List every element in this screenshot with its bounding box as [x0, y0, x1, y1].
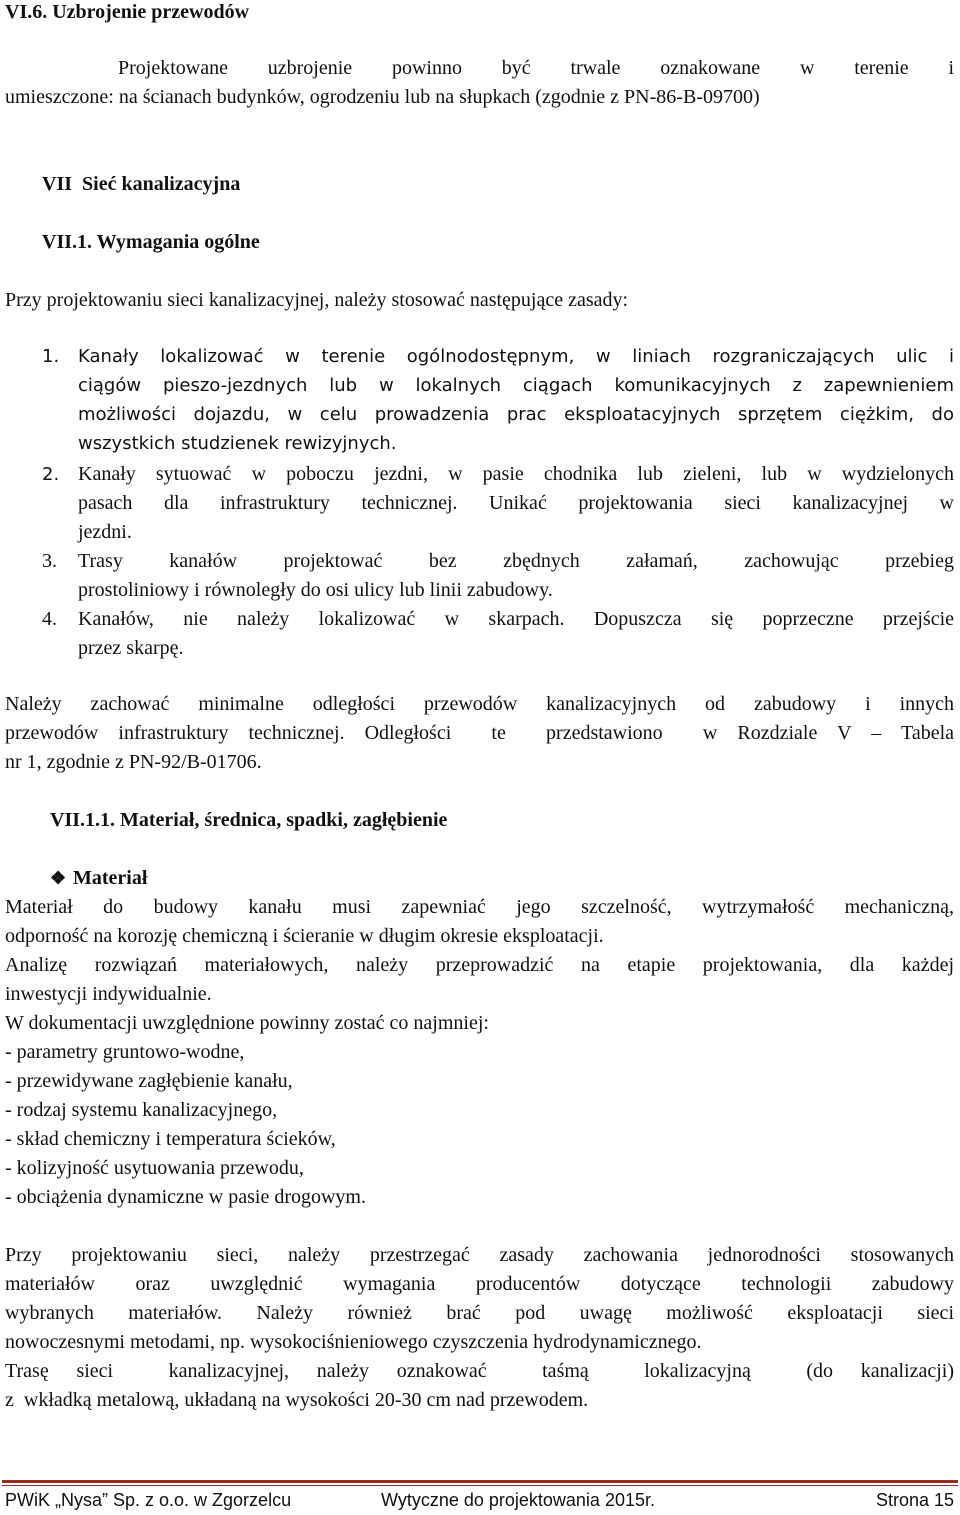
list-item: - skład chemiczny i temperatura ścieków,: [5, 1128, 336, 1150]
list-item: - kolizyjność usytuowania przewodu,: [5, 1157, 304, 1179]
footer-rule-thin: [2, 1485, 958, 1486]
list-item-line: Kanały sytuować w poboczu jezdni, w pasie chodnika lub zieleni, lub w wydzielonych: [78, 463, 954, 485]
list-item: - rodzaj systemu kanalizacyjnego,: [5, 1099, 278, 1121]
subsection-material-label: Materiał: [73, 867, 148, 889]
list-item: - parametry gruntowo-wodne,: [5, 1041, 245, 1063]
paragraph-line: odporność na korozję chemiczną i ścieranie w długim okresie eksploatacji.: [5, 925, 604, 947]
section-intro: Przy projektowaniu sieci kanalizacyjnej, należy stosować następujące zasady:: [5, 289, 629, 311]
footer-page-number: Strona 15: [875, 1490, 954, 1510]
list-item-line: Kanałów, nie należy lokalizować w skarpach. Dopuszcza się poprzeczne przejście: [78, 608, 954, 630]
paragraph-line: Materiał do budowy kanału musi zapewniać jego szczelność, wytrzymałość mechaniczną,: [5, 896, 954, 918]
list-number: 1.: [42, 346, 60, 367]
list-item: - obciążenia dynamiczne w pasie drogowym.: [5, 1186, 366, 1208]
list-item-line: Kanały lokalizować w terenie ogólnodostępnym, w liniach rozgraniczających ulic i: [78, 346, 954, 367]
diamond-bullet-icon: ❖: [50, 868, 67, 888]
paragraph-line: nowoczesnymi metodami, np. wysokociśnieniowego czyszczenia hydrodynamicznego.: [5, 1331, 702, 1353]
paragraph-line: Należy zachować minimalne odległości przewodów kanalizacyjnych od zabudowy i innych: [5, 693, 954, 715]
list-number: 4.: [42, 608, 57, 630]
list-item-line: ciągów pieszo-jezdnych lub w lokalnych ciągach komunikacyjnych z zapewnieniem: [78, 375, 954, 396]
paragraph-line: W dokumentacji uwzględnione powinny zostać co najmniej:: [5, 1012, 489, 1034]
paragraph-line: umieszczone: na ścianach budynków, ogrodzeniu lub na słupkach (zgodnie z PN-86-B-09700): [5, 86, 760, 108]
list-item: - przewidywane zagłębienie kanału,: [5, 1070, 293, 1092]
list-item-line: jezdni.: [78, 521, 132, 543]
section-title-vii1: VII.1. Wymagania ogólne: [42, 231, 260, 253]
subsection-material: [50, 864, 954, 893]
list-item-line: przez skarpę.: [78, 637, 184, 659]
list-item-line: pasach dla infrastruktury technicznej. Unikać projektowania sieci kanalizacyjnej w: [78, 492, 954, 514]
section-title-vii11: VII.1.1. Materiał, średnica, spadki, zagłębienie: [50, 809, 448, 831]
footer-rule-thick: [2, 1480, 958, 1483]
paragraph-line: Projektowane uzbrojenie powinno być trwale oznakowane w terenie i: [118, 57, 954, 79]
footer-company: PWiK „Nysa” Sp. z o.o. w Zgorzelcu: [5, 1490, 292, 1510]
paragraph-line: przewodów infrastruktury technicznej. Odległości te przedstawiono w Rozdziale V – Tabela: [5, 722, 954, 744]
list-item-line: prostoliniowy i równoległy do osi ulicy lub linii zabudowy.: [78, 579, 553, 601]
paragraph-line: nr 1, zgodnie z PN-92/B-01706.: [5, 751, 262, 773]
paragraph-line: materiałów oraz uwzględnić wymagania producentów dotyczące technologii zabudowy: [5, 1273, 954, 1295]
list-number: 3.: [42, 550, 57, 572]
list-item-line: możliwości dojazdu, w celu prowadzenia prac eksploatacyjnych sprzętem ciężkim, do: [78, 404, 954, 425]
list-number: 2.: [42, 464, 60, 485]
paragraph-line: Przy projektowaniu sieci, należy przestrzegać zasady zachowania jednorodności stosowanych: [5, 1244, 954, 1266]
list-item-line: wszystkich studzienek rewizyjnych.: [78, 433, 397, 454]
list-item-line: Trasy kanałów projektować bez zbędnych załamań, zachowując przebieg: [78, 550, 954, 572]
paragraph-line: Trasę sieci kanalizacyjnej, należy oznakować taśmą lokalizacyjną (do kanalizacji): [5, 1360, 954, 1382]
paragraph-line: z wkładką metalową, układaną na wysokości 20-30 cm nad przewodem.: [5, 1389, 589, 1411]
footer-document-title: Wytyczne do projektowania 2015r.: [381, 1490, 655, 1510]
paragraph-line: inwestycji indywidualnie.: [5, 983, 212, 1005]
paragraph-line: wybranych materiałów. Należy również brać pod uwagę możliwość eksploatacji sieci: [5, 1302, 954, 1324]
section-title-vi6: VI.6. Uzbrojenie przewodów: [5, 1, 250, 23]
chapter-title-vii: VII Sieć kanalizacyjna: [42, 173, 241, 195]
paragraph-line: Analizę rozwiązań materiałowych, należy przeprowadzić na etapie projektowania, dla każdej: [5, 954, 954, 976]
